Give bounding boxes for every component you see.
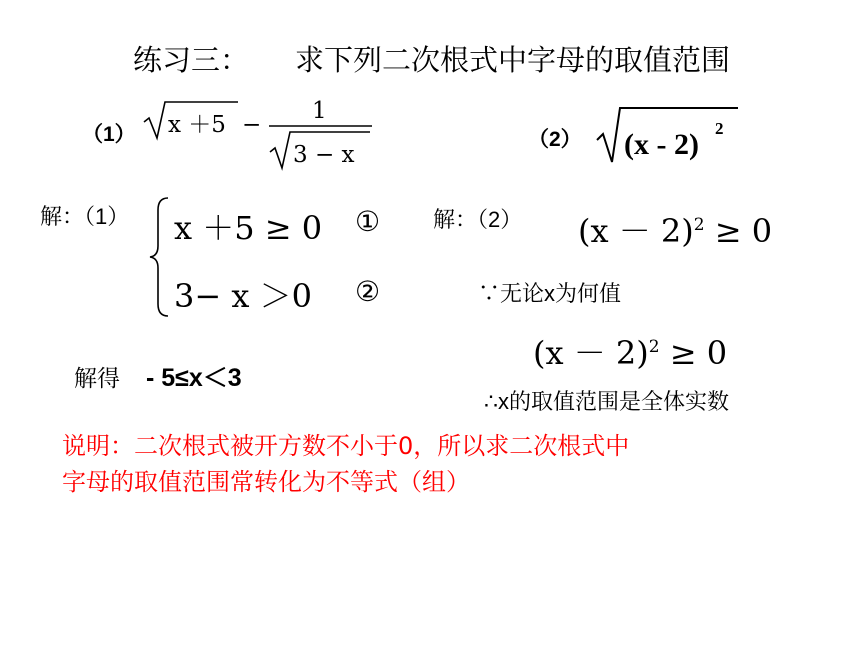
note-line-1: 说明：二次根式被开方数不小于0，所以求二次根式中 <box>62 432 630 460</box>
problem2-exponent: 2 <box>715 119 724 138</box>
result-range: - 5≤x＜3 <box>146 364 242 392</box>
solution1-label: 解：（1） <box>40 204 130 229</box>
problem2-radicand: (x - 2) <box>624 128 699 161</box>
result-label: 解得 <box>74 366 120 392</box>
because-statement: ∵无论x为何值 <box>478 281 622 306</box>
inequality-1: x ＋5 ≥ 0 <box>174 209 323 247</box>
solution2-inequality: $(x - 2)^2 \ge 0$ <box>578 212 773 250</box>
system-brace <box>148 196 172 318</box>
problem1-expression <box>142 92 382 174</box>
exercise-label: 练习三： <box>133 43 250 77</box>
problem2-label: （2） <box>528 128 582 151</box>
page-title <box>133 38 730 79</box>
task-text: 求下列二次根式中字母的取值范围 <box>295 43 731 77</box>
numerator: 1 <box>312 98 327 124</box>
conclusion: ∴x的取值范围是全体实数 <box>484 389 729 414</box>
note-line-2: 字母的取值范围常转化为不等式（组） <box>62 468 470 496</box>
solution2-label: 解：（2） <box>433 207 523 232</box>
minus-sign: − <box>242 112 262 138</box>
radicand-2: 3 − x <box>293 142 355 168</box>
marker-2: ② <box>355 275 381 308</box>
radicand-1: x ＋5 <box>168 112 226 138</box>
problem2-expression <box>594 100 744 172</box>
solution2-inequality-2: $(x - 2)^2 \ge 0$ <box>533 334 728 372</box>
inequality-2: 3− x ＞0 <box>174 277 312 315</box>
explanation-note <box>62 428 629 500</box>
problem1-label: （1） <box>82 123 136 146</box>
marker-1: ① <box>355 205 381 238</box>
